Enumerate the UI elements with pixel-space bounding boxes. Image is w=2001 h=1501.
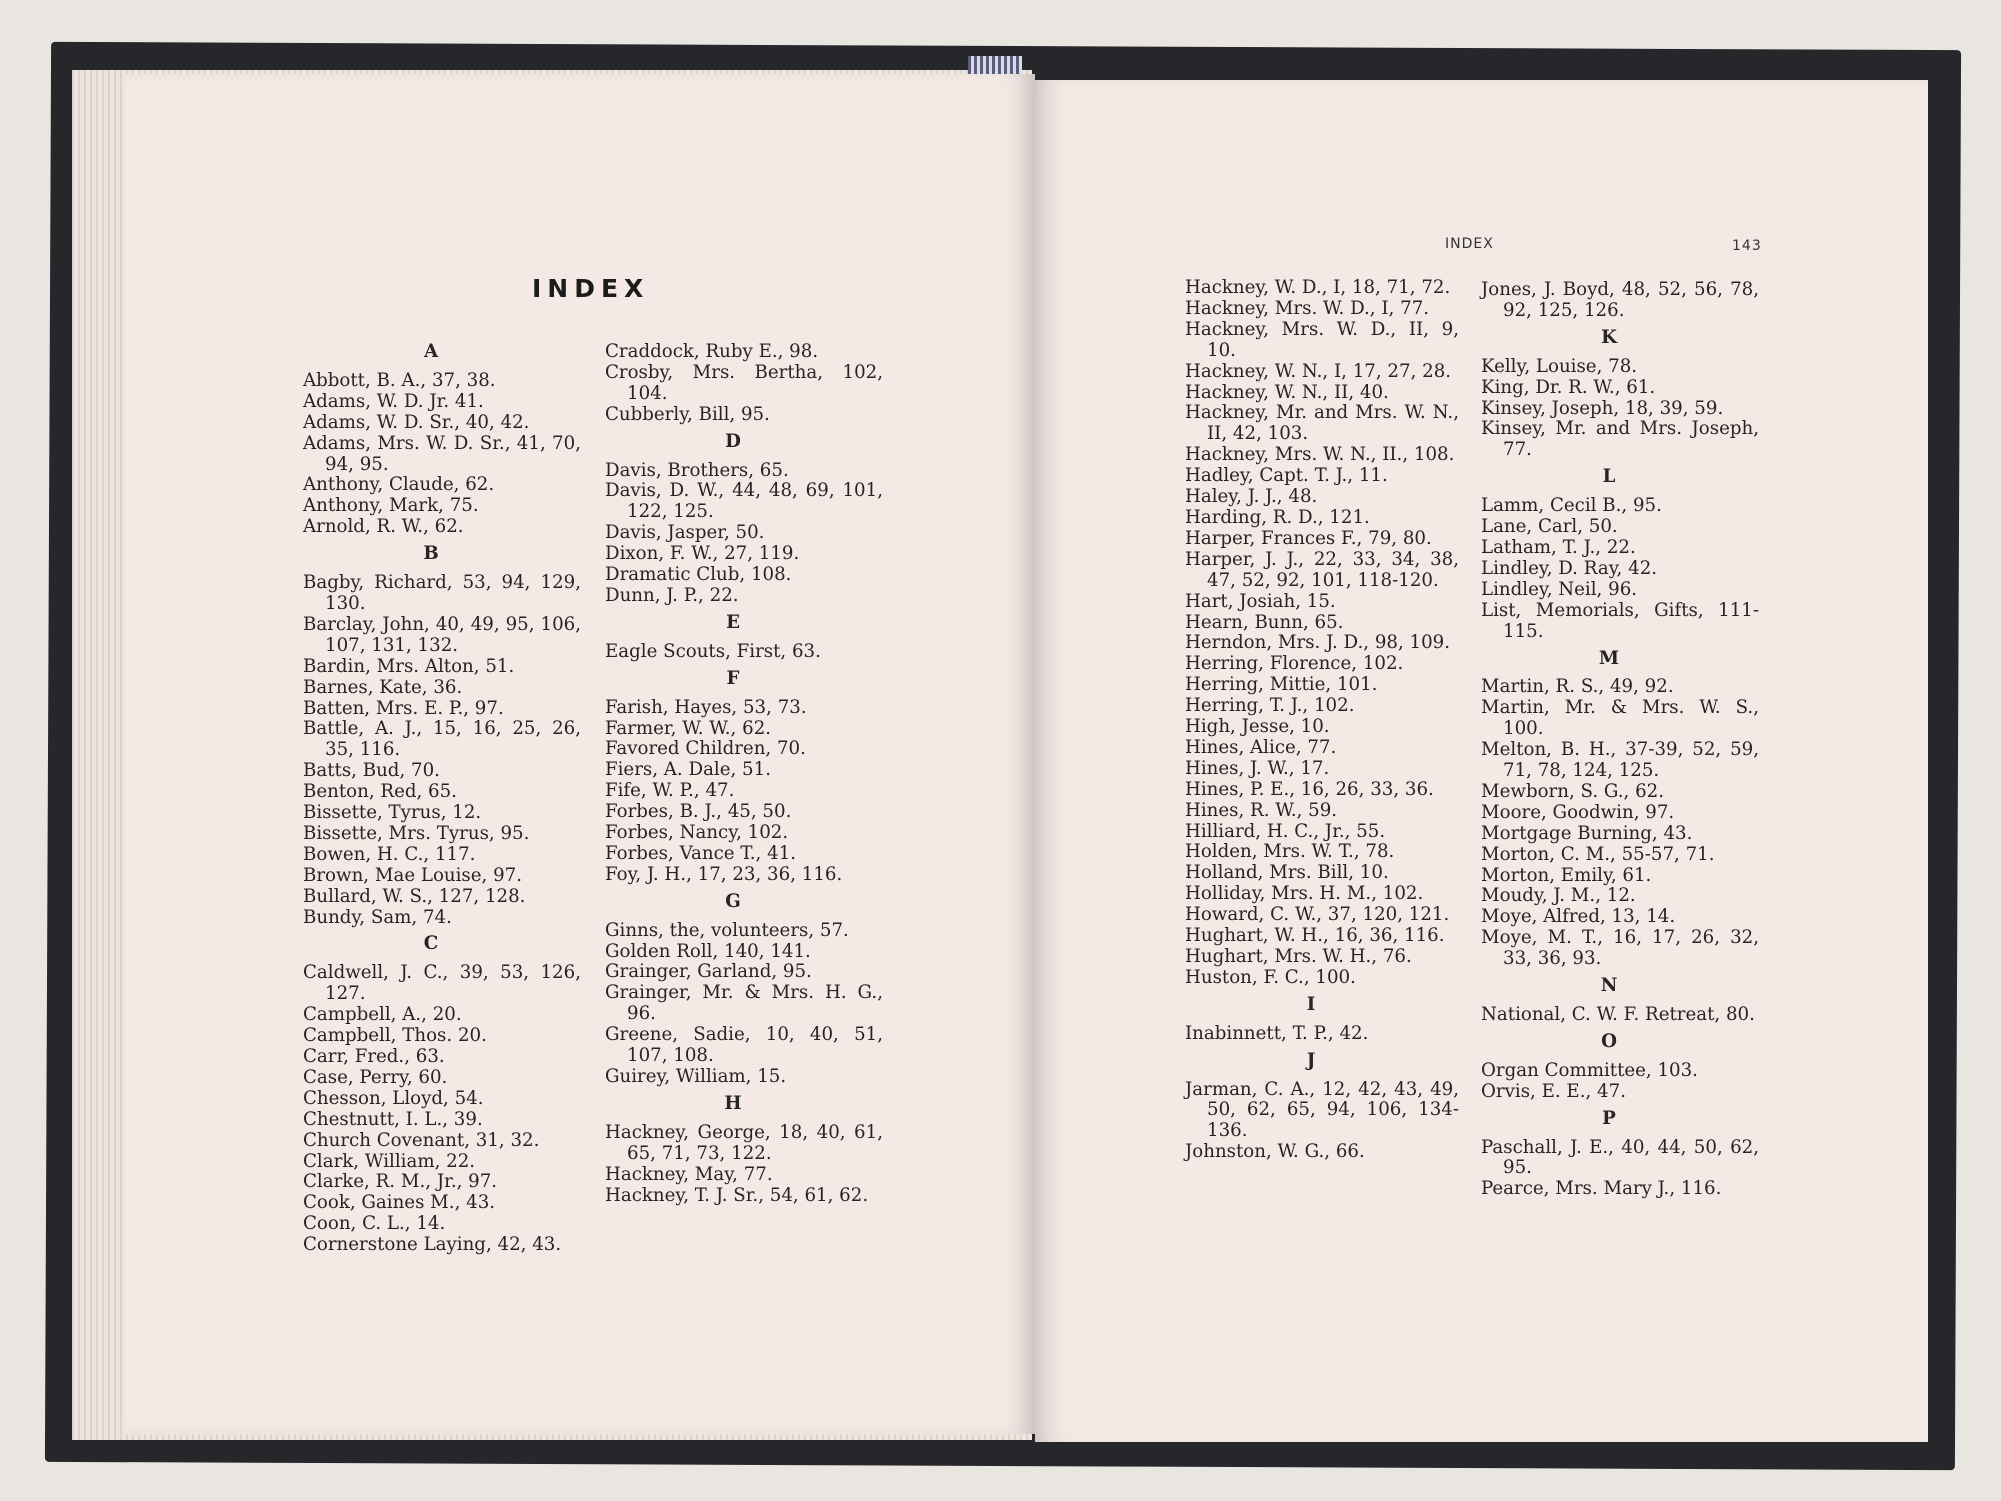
index-entry: Campbell, A., 20. xyxy=(303,1004,462,1026)
index-entry: Hackney, Mr. and Mrs. W. N., II, 42, 103. xyxy=(1185,402,1459,445)
index-entry: Batts, Bud, 70. xyxy=(303,760,440,782)
index-column-right-1 xyxy=(1185,278,1459,1163)
index-entry: Anthony, Claude, 62. xyxy=(303,474,495,496)
index-entry: Hackney, Mrs. W. D., II, 9, 10. xyxy=(1185,318,1459,361)
index-entry: Forbes, Vance T., 41. xyxy=(605,842,797,864)
index-entry: Bundy, Sam, 74. xyxy=(303,906,452,928)
index-entry: Martin, R. S., 49, 92. xyxy=(1481,676,1674,698)
index-entry: Forbes, Nancy, 102. xyxy=(605,822,789,844)
index-entry: Kinsey, Mr. and Mrs. Joseph, 77. xyxy=(1481,418,1759,461)
index-entry: Paschall, J. E., 40, 44, 50, 62, 95. xyxy=(1481,1136,1759,1179)
index-entry: Hackney, Mrs. W. N., II., 108. xyxy=(1185,444,1455,466)
section-letter: K xyxy=(1601,326,1617,348)
index-entry: Dunn, J. P., 22. xyxy=(605,584,739,606)
index-entry: Morton, Emily, 61. xyxy=(1481,864,1652,886)
index-entry: Benton, Red, 65. xyxy=(303,781,457,803)
index-entry: Morton, C. M., 55-57, 71. xyxy=(1481,843,1715,865)
index-entry: King, Dr. R. W., 61. xyxy=(1481,376,1656,398)
section-letter: M xyxy=(1598,647,1620,669)
index-entry: Davis, Brothers, 65. xyxy=(605,459,789,481)
index-entry: List, Memorials, Gifts, 111-115. xyxy=(1481,599,1759,642)
index-entry: Adams, W. D. Sr., 40, 42. xyxy=(303,411,530,433)
index-entry: Farmer, W. W., 62. xyxy=(605,717,772,739)
index-entry: Herndon, Mrs. J. D., 98, 109. xyxy=(1185,632,1451,654)
index-entry: Moye, Alfred, 13, 14. xyxy=(1481,906,1676,928)
index-entry: Hines, Alice, 77. xyxy=(1185,736,1337,758)
section-letter: H xyxy=(724,1092,742,1114)
index-entry: Hackney, George, 18, 40, 61, 65, 71, 73, 122. xyxy=(605,1121,883,1164)
index-entry: Hackney, W. D., I, 18, 71, 72. xyxy=(1185,277,1451,298)
index-entry: Eagle Scouts, First, 63. xyxy=(605,640,821,662)
index-entry: Latham, T. J., 22. xyxy=(1481,536,1636,558)
index-entry: Organ Committee, 103. xyxy=(1481,1059,1698,1081)
index-entry: Ginns, the, volunteers, 57. xyxy=(605,919,849,941)
index-entry: Hilliard, H. C., Jr., 55. xyxy=(1185,820,1386,842)
index-entry: Jarman, C. A., 12, 42, 43, 49, 50, 62, 65, 94, 106, 134-136. xyxy=(1185,1078,1459,1142)
index-entry: Brown, Mae Louise, 97. xyxy=(303,864,523,886)
page-title: INDEX xyxy=(532,274,650,303)
index-entry: Adams, Mrs. W. D. Sr., 41, 70, 94, 95. xyxy=(303,432,581,475)
index-column-right-2 xyxy=(1481,280,1759,1200)
page-number: 143 xyxy=(1732,238,1762,254)
section-letter: N xyxy=(1600,975,1618,997)
index-entry: Kinsey, Joseph, 18, 39, 59. xyxy=(1481,397,1724,419)
index-entry: Bardin, Mrs. Alton, 51. xyxy=(303,655,515,677)
index-entry: Harper, Frances F., 79, 80. xyxy=(1185,527,1432,549)
index-entry: Fiers, A. Dale, 51. xyxy=(605,759,771,781)
index-entry: Foy, J. H., 17, 23, 36, 116. xyxy=(605,863,843,885)
spine-headband xyxy=(968,56,1022,76)
index-entry: Carr, Fred., 63. xyxy=(303,1046,445,1067)
index-entry: Barnes, Kate, 36. xyxy=(303,676,463,698)
index-entry: Forbes, B. J., 45, 50. xyxy=(605,801,792,823)
running-head: INDEX xyxy=(1445,236,1494,252)
index-entry: Bissette, Tyrus, 12. xyxy=(303,802,482,824)
index-entry: Bagby, Richard, 53, 94, 129, 130. xyxy=(303,572,581,614)
index-entry: Arnold, R. W., 62. xyxy=(303,516,464,538)
index-entry: Kelly, Louise, 78. xyxy=(1481,355,1638,377)
index-entry: Clarke, R. M., Jr., 97. xyxy=(303,1171,498,1193)
index-entry: Mortgage Burning, 43. xyxy=(1481,822,1693,844)
section-letter: A xyxy=(423,341,439,362)
index-entry: Haley, J. J., 48. xyxy=(1185,486,1318,508)
index-entry: Moye, M. T., 16, 17, 26, 32, 33, 36, 93. xyxy=(1481,927,1759,970)
section-letter: D xyxy=(725,430,741,452)
section-letter: B xyxy=(423,543,439,565)
index-entry: Greene, Sadie, 10, 40, 51, 107, 108. xyxy=(605,1024,883,1067)
index-entry: Grainger, Mr. & Mrs. H. G., 96. xyxy=(605,982,883,1025)
section-letter: G xyxy=(725,890,741,912)
index-entry: Herring, Mittie, 101. xyxy=(1185,674,1378,696)
index-column-left-2 xyxy=(605,342,883,1206)
index-entry: Cubberly, Bill, 95. xyxy=(605,403,770,425)
index-entry: Moudy, J. M., 12. xyxy=(1481,885,1636,907)
index-entry: Moore, Goodwin, 97. xyxy=(1481,801,1675,823)
index-entry: Dramatic Club, 108. xyxy=(605,564,792,586)
index-entry: Hackney, May, 77. xyxy=(605,1163,773,1185)
index-entry: Holden, Mrs. W. T., 78. xyxy=(1185,841,1395,863)
index-entry: Orvis, E. E., 47. xyxy=(1481,1080,1626,1102)
index-entry: Hines, P. E., 16, 26, 33, 36. xyxy=(1185,778,1434,800)
index-entry: Harding, R. D., 121. xyxy=(1185,506,1370,528)
index-entry: Melton, B. H., 37-39, 52, 59, 71, 78, 124, 125. xyxy=(1481,739,1759,782)
index-column-left-1 xyxy=(303,336,581,1256)
index-entry: Crosby, Mrs. Bertha, 102, 104. xyxy=(605,361,883,404)
index-entry: Lamm, Cecil B., 95. xyxy=(1481,495,1662,517)
index-entry: Holliday, Mrs. H. M., 102. xyxy=(1185,883,1424,905)
index-entry: Adams, W. D. Jr. 41. xyxy=(303,390,484,412)
index-entry: Fife, W. P., 47. xyxy=(605,780,735,802)
index-entry: Cornerstone Laying, 42, 43. xyxy=(303,1234,562,1256)
index-entry: Bowen, H. C., 117. xyxy=(303,843,476,865)
index-entry: Craddock, Ruby E., 98. xyxy=(605,341,819,362)
index-entry: Grainger, Garland, 95. xyxy=(605,961,812,983)
section-letter: J xyxy=(1306,1049,1316,1071)
index-entry: Holland, Mrs. Bill, 10. xyxy=(1185,862,1389,884)
index-entry: Abbott, B. A., 37, 38. xyxy=(303,369,496,391)
index-entry: Hackney, Mrs. W. D., I, 77. xyxy=(1185,297,1430,319)
index-entry: Pearce, Mrs. Mary J., 116. xyxy=(1481,1178,1722,1200)
index-entry: Dixon, F. W., 27, 119. xyxy=(605,543,800,565)
index-entry: Anthony, Mark, 75. xyxy=(303,495,479,517)
index-entry: Cook, Gaines M., 43. xyxy=(303,1192,496,1214)
index-entry: Battle, A. J., 15, 16, 25, 26, 35, 116. xyxy=(303,718,581,761)
index-entry: Hackney, W. N., II, 40. xyxy=(1185,381,1389,403)
index-entry: Lane, Carl, 50. xyxy=(1481,516,1618,538)
index-entry: Johnston, W. G., 66. xyxy=(1185,1141,1365,1163)
index-entry: Barclay, John, 40, 49, 95, 106, 107, 131, 132. xyxy=(303,613,581,656)
index-entry: Hines, R. W., 59. xyxy=(1185,799,1338,821)
index-entry: Clark, William, 22. xyxy=(303,1150,476,1172)
index-entry: Hart, Josiah, 15. xyxy=(1185,590,1336,612)
index-entry: Lindley, Neil, 96. xyxy=(1481,578,1638,600)
index-entry: Bullard, W. S., 127, 128. xyxy=(303,885,526,907)
index-entry: Chestnutt, I. L., 39. xyxy=(303,1108,483,1130)
section-letter: E xyxy=(726,611,740,633)
section-letter: C xyxy=(423,933,439,955)
index-entry: Campbell, Thos. 20. xyxy=(303,1025,487,1047)
index-entry: Howard, C. W., 37, 120, 121. xyxy=(1185,904,1450,926)
index-entry: Golden Roll, 140, 141. xyxy=(605,940,811,962)
index-entry: Hearn, Bunn, 65. xyxy=(1185,611,1344,633)
index-entry: Herring, T. J., 102. xyxy=(1185,695,1355,717)
section-letter: I xyxy=(1306,993,1316,1015)
index-entry: Hughart, W. H., 16, 36, 116. xyxy=(1185,925,1445,947)
index-entry: Farish, Hayes, 53, 73. xyxy=(605,696,807,718)
index-entry: Batten, Mrs. E. P., 97. xyxy=(303,697,504,719)
index-entry: High, Jesse, 10. xyxy=(1185,716,1330,738)
section-letter: F xyxy=(726,667,740,689)
index-entry: Mewborn, S. G., 62. xyxy=(1481,780,1665,802)
index-entry: Bissette, Mrs. Tyrus, 95. xyxy=(303,822,530,844)
index-entry: Coon, C. L., 14. xyxy=(303,1213,446,1235)
index-entry: Hadley, Capt. T. J., 11. xyxy=(1185,465,1388,487)
index-entry: Herring, Florence, 102. xyxy=(1185,653,1404,675)
index-entry: Davis, D. W., 44, 48, 69, 101, 122, 125. xyxy=(605,480,883,523)
index-entry: Favored Children, 70. xyxy=(605,738,806,760)
index-entry: Hughart, Mrs. W. H., 76. xyxy=(1185,946,1412,967)
index-entry: Hackney, W. N., I, 17, 27, 28. xyxy=(1185,360,1452,382)
index-entry: Caldwell, J. C., 39, 53, 126, 127. xyxy=(303,962,581,1005)
index-entry: Chesson, Lloyd, 54. xyxy=(303,1087,484,1109)
index-entry: Lindley, D. Ray, 42. xyxy=(1481,557,1658,579)
index-entry: Hines, J. W., 17. xyxy=(1185,757,1330,779)
index-entry: Guirey, William, 15. xyxy=(605,1066,787,1087)
section-letter: L xyxy=(1602,466,1616,488)
index-entry: Martin, Mr. & Mrs. W. S., 100. xyxy=(1481,697,1759,740)
index-entry: Church Covenant, 31, 32. xyxy=(303,1129,540,1151)
index-entry: Harper, J. J., 22, 33, 34, 38, 47, 52, 92, 101, 118-120. xyxy=(1185,548,1459,591)
section-letter: P xyxy=(1602,1107,1616,1129)
index-entry: National, C. W. F. Retreat, 80. xyxy=(1481,1004,1755,1025)
index-entry: Davis, Jasper, 50. xyxy=(605,522,765,544)
index-entry: Case, Perry, 60. xyxy=(303,1066,448,1088)
index-entry: Hackney, T. J. Sr., 54, 61, 62. xyxy=(605,1184,869,1206)
section-letter: O xyxy=(1601,1030,1617,1052)
index-entry: Huston, F. C., 100. xyxy=(1185,966,1356,988)
index-entry: Jones, J. Boyd, 48, 52, 56, 78, 92, 125, 126. xyxy=(1481,279,1759,321)
index-entry: Inabinnett, T. P., 42. xyxy=(1185,1022,1369,1044)
